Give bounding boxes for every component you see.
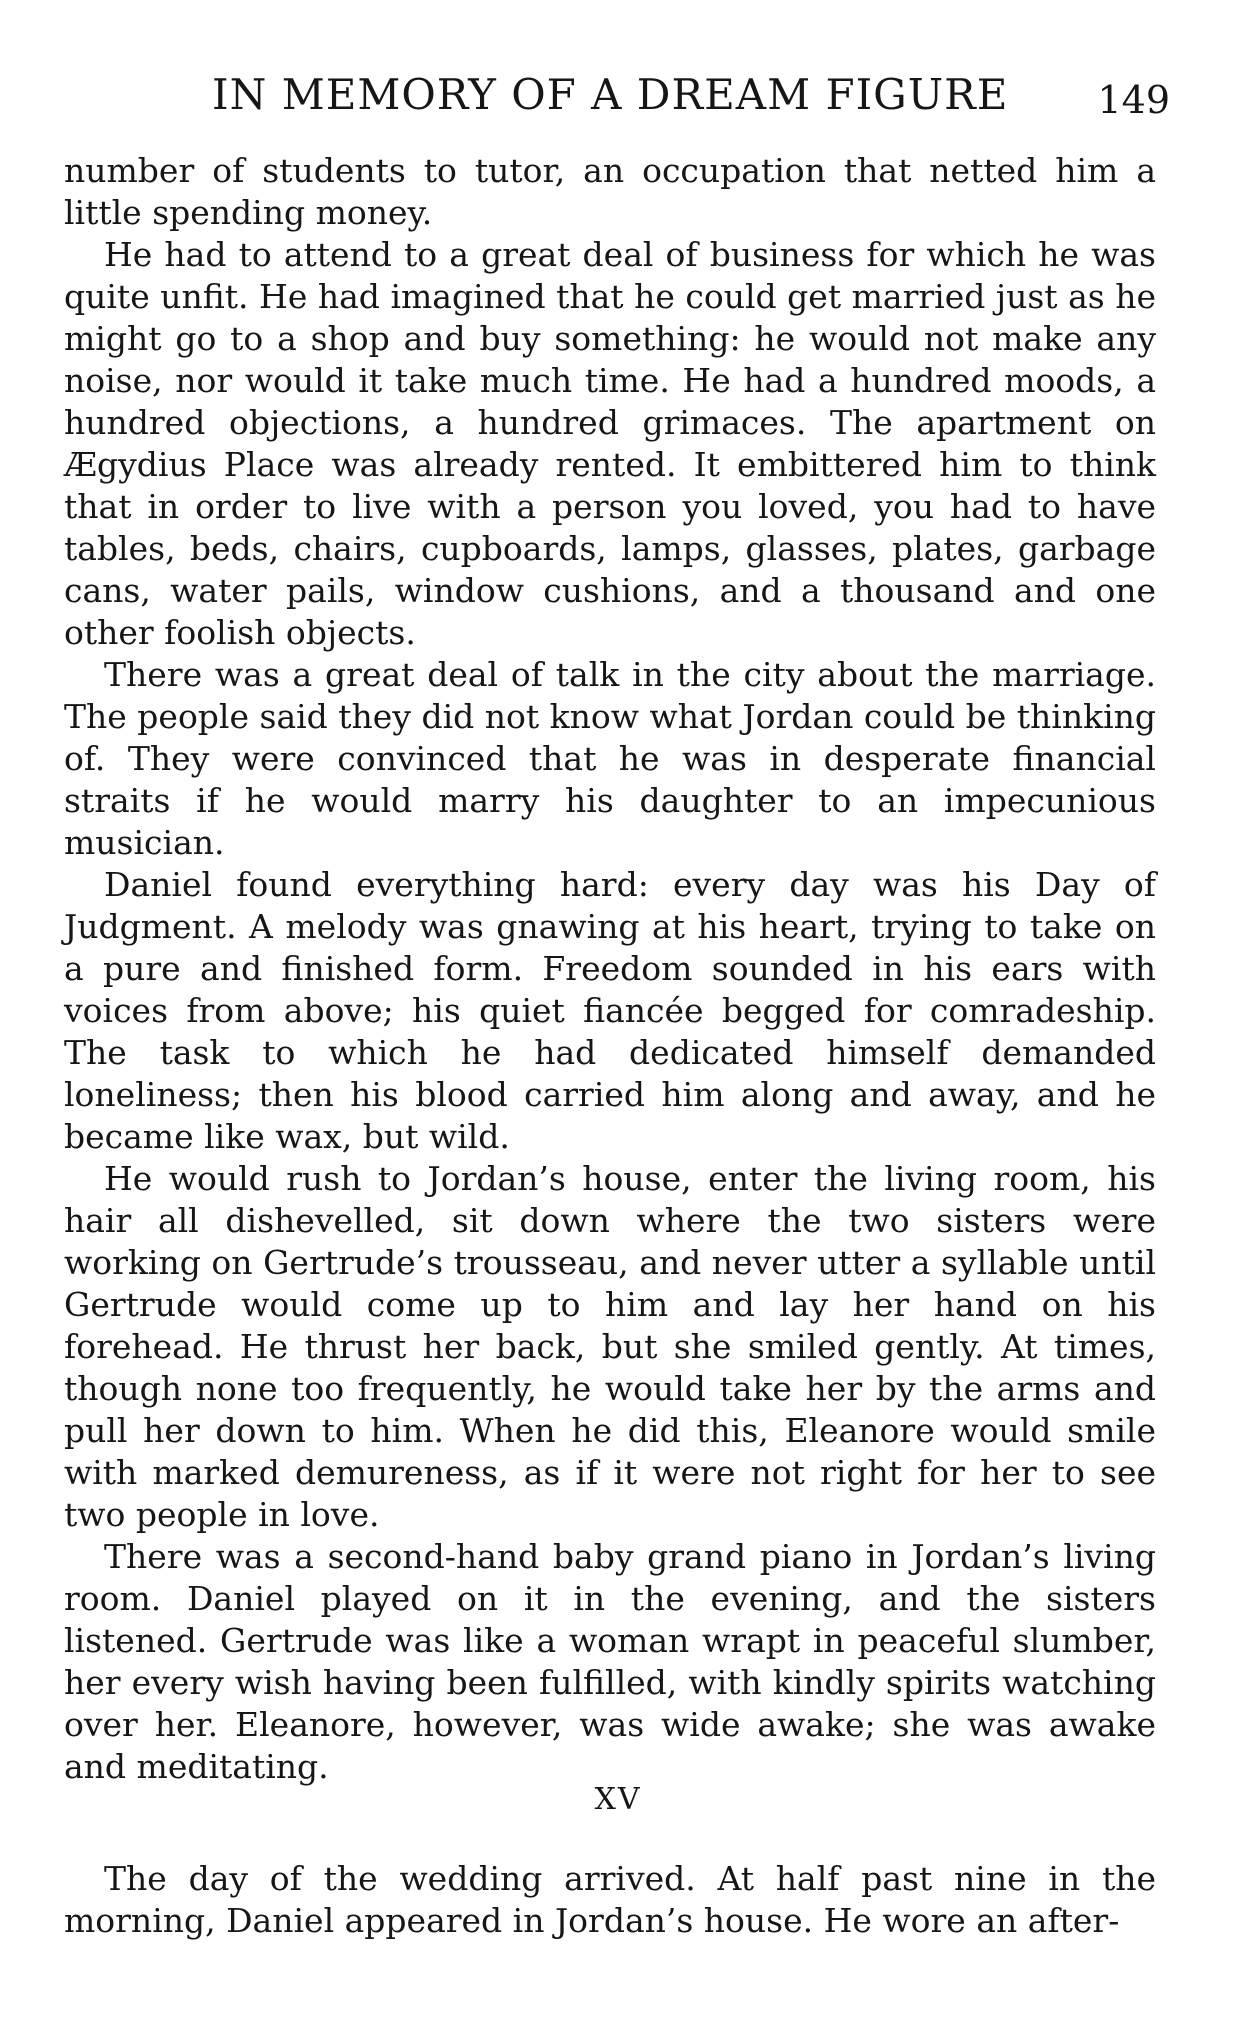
paragraph: He had to attend to a great deal of business for which he was quite unfit. He had imagined that he could get married just as he might go to a shop and buy something: he would not make any noise, nor would it take much time. He had a hundred moods, a hundred objections, a hundred grimaces. The apartment on Ægydius Place was already rented. It embittered him to think that in order to live with a person you loved, you had to have tables, beds, chairs, cupboards, lamps, glasses, plates, garbage cans, water pails, window cushions, and a thousand and one other foolish objects.	[64, 235, 1156, 652]
section-number: XV	[594, 1782, 642, 1817]
running-head	[64, 70, 1170, 130]
paragraph: He would rush to Jordan’s house, enter the living room, his hair all dishevelled, sit down where the two sisters were working on Gertrude’s trousseau, and never utter a syllable until Gertrude would come up to him and lay her hand on his forehead. He thrust her back, but she smiled gently. At times, though none too frequently, he would take her by the arms and pull her down to him. When he did this, Eleanore would smile with marked demureness, as if it were not right for her to see two people in love.	[64, 1159, 1156, 1534]
body-text	[64, 150, 1156, 1788]
paragraph: There was a great deal of talk in the city about the marriage. The people said they did not know what Jordan could be thinking of. They were convinced that he was in desperate financial straits if he would marry his daughter to an impecunious musician.	[64, 655, 1156, 862]
section-opening-paragraph: The day of the wedding arrived. At half past nine in the morning, Daniel appeared in Jordan’s house. He wore an after-	[64, 1859, 1156, 1940]
paragraph-continued: number of students to tutor, an occupation that netted him a little spending money.	[64, 151, 1156, 232]
paragraph: There was a second-hand baby grand piano in Jordan’s living room. Daniel played on it in the evening, and the sisters listened. Gertrude was like a woman wrapt in peaceful slumber, her every wish having been fulfilled, with kindly spirits watching over her. Eleanore, however, was wide awake; she was awake and meditating.	[64, 1537, 1156, 1786]
paragraph: Daniel found everything hard: every day was his Day of Judgment. A melody was gnawing at his heart, trying to take on a pure and finished form. Freedom sounded in his ears with voices from above; his quiet fiancée begged for comradeship. The task to which he had dedicated himself demanded loneliness; then his blood carried him along and away, and he became like wax, but wild.	[64, 865, 1156, 1156]
page-number: 149	[1097, 78, 1170, 122]
running-title: IN MEMORY OF A DREAM FIGURE	[212, 70, 1009, 119]
